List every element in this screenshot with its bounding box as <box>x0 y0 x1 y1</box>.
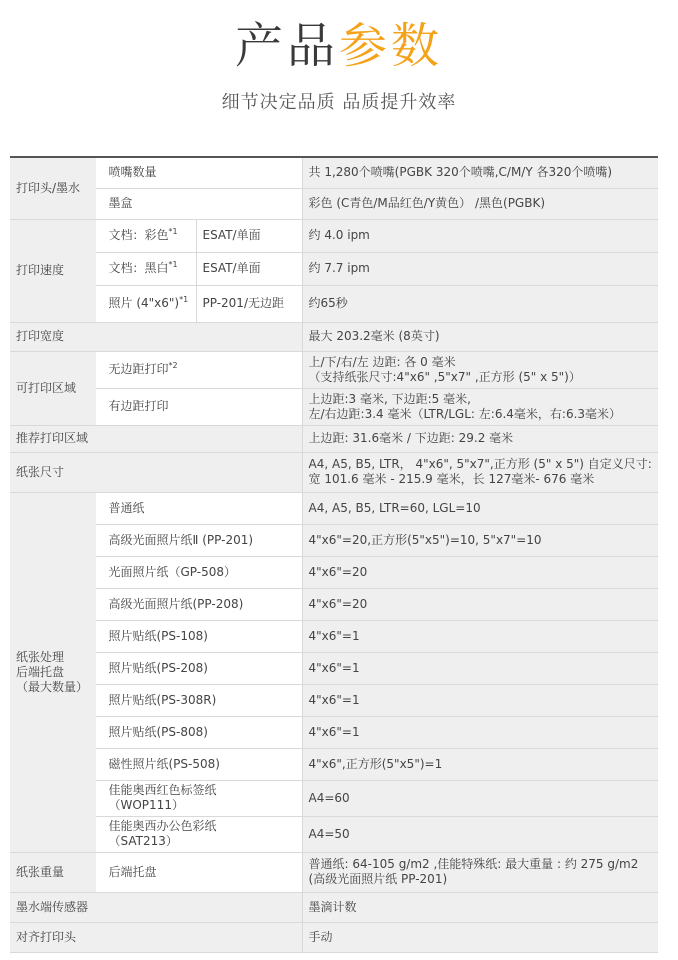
handling-value-8: 4"x6",正方形(5"x5")=1 <box>302 748 658 780</box>
value-weight: 普通纸: 64-105 g/m2 ,佳能特殊纸: 最大重量 : 约 275 g/m2 (高级光面照片纸 PP-201) <box>302 852 658 892</box>
spec-row-handling <box>10 716 658 748</box>
handling-value-4: 4"x6"=1 <box>302 620 658 652</box>
handling-value-wop: A4=60 <box>302 780 658 816</box>
handling-label-0: 普通纸 <box>96 492 302 524</box>
value-borderless: 上/下/右/左 边距: 各 0 毫米 （支持纸张尺寸:4"x6" ,5"x7" ,正方形 (5" x 5")） <box>302 351 658 388</box>
cat-printhead: 打印头/墨水 <box>10 157 96 219</box>
value-bordered: 上边距:3 毫米, 下边距:5 毫米, 左/右边距:3.4 毫米（LTR/LGL: 左:6.4毫米，右:6.3毫米） <box>302 388 658 425</box>
value-recommended: 上边距: 31.6毫米 / 下边距: 29.2 毫米 <box>302 425 658 452</box>
spec-row-handling <box>10 620 658 652</box>
cat-ink-sensor: 墨水端传感器 <box>10 892 302 922</box>
spec-row-handling <box>10 588 658 620</box>
spec-row-handling <box>10 748 658 780</box>
label-nozzles: 喷嘴数量 <box>96 157 302 188</box>
cat-area: 可打印区域 <box>10 351 96 425</box>
value-width: 最大 203.2毫米 (8英寸) <box>302 322 658 351</box>
handling-label-3: 高级光面照片纸(PP-208) <box>96 588 302 620</box>
label-bordered: 有边距打印 <box>96 388 302 425</box>
handling-value-6: 4"x6"=1 <box>302 684 658 716</box>
spec-row-handling <box>10 492 658 524</box>
value-photo: 约65秒 <box>302 285 658 322</box>
handling-label-6: 照片贴纸(PS-308R) <box>96 684 302 716</box>
spec-row-weight <box>10 852 658 892</box>
value-paper-size: A4, A5, B5, LTR， 4"x6", 5"x7",正方形 (5" x 5") 自定义尺寸: 宽 101.6 毫米 - 215.9 毫米，长 127毫米- 676 毫米 <box>302 452 658 492</box>
value-doc-color: 约 4.0 ipm <box>302 219 658 252</box>
handling-label-4: 照片贴纸(PS-108) <box>96 620 302 652</box>
spec-row-handling-sat <box>10 816 658 852</box>
spec-row-align <box>10 922 658 952</box>
value-ink: 彩色 (C青色/M品红色/Y黄色） /黑色(PGBK) <box>302 188 658 219</box>
spec-row-handling <box>10 652 658 684</box>
spec-row-ink-sensor <box>10 892 658 922</box>
spec-row-speed-doc-color <box>10 219 658 252</box>
title-part-orange: 参数 <box>339 18 444 74</box>
cat-recommended: 推荐打印区域 <box>10 425 302 452</box>
label-doc-color: 文档：彩色$^{*1}$ <box>96 219 196 252</box>
page-subtitle: 细节决定品质 品质提升效率 <box>221 92 457 113</box>
label-weight: 后端托盘 <box>96 852 302 892</box>
handling-label-8: 磁性照片纸(PS-508) <box>96 748 302 780</box>
handling-value-3: 4"x6"=20 <box>302 588 658 620</box>
handling-value-sat: A4=50 <box>302 816 658 852</box>
spec-row-handling <box>10 684 658 716</box>
spec-table <box>10 156 658 953</box>
spec-row-paper-size <box>10 452 658 492</box>
handling-value-5: 4"x6"=1 <box>302 652 658 684</box>
spec-row-area-bordered <box>10 388 658 425</box>
handling-label-5: 照片贴纸(PS-208) <box>96 652 302 684</box>
spec-row-speed-photo <box>10 285 658 322</box>
handling-value-1: 4"x6"=20,正方形(5"x5")=10, 5"x7"=10 <box>302 524 658 556</box>
handling-label-2: 光面照片纸（GP-508） <box>96 556 302 588</box>
handling-label-7: 照片贴纸(PS-808) <box>96 716 302 748</box>
page-title <box>0 14 678 78</box>
page-header <box>0 0 678 150</box>
cat-speed: 打印速度 <box>10 219 96 322</box>
value-doc-black: 约 7.7 ipm <box>302 252 658 285</box>
cat-align: 对齐打印头 <box>10 922 302 952</box>
spec-row-handling <box>10 556 658 588</box>
value-nozzles: 共 1,280个喷嘴(PGBK 320个喷嘴,C/M/Y 各320个喷嘴) <box>302 157 658 188</box>
spec-row-nozzles <box>10 157 658 188</box>
cat-paper-size: 纸张尺寸 <box>10 452 302 492</box>
handling-label-sat: 佳能奥西办公色彩纸 （SAT213） <box>96 816 302 852</box>
spec-row-handling <box>10 524 658 556</box>
handling-label-1: 高级光面照片纸Ⅱ (PP-201) <box>96 524 302 556</box>
handling-value-2: 4"x6"=20 <box>302 556 658 588</box>
cond-doc-black: ESAT/单面 <box>196 252 302 285</box>
cat-width: 打印宽度 <box>10 322 302 351</box>
spec-row-ink <box>10 188 658 219</box>
spec-row-handling-wop <box>10 780 658 816</box>
spec-row-speed-doc-black <box>10 252 658 285</box>
spec-row-width <box>10 322 658 351</box>
label-doc-black: 文档：黑白$^{*1}$ <box>96 252 196 285</box>
cond-photo: PP-201/无边距 <box>196 285 302 322</box>
title-part-dark: 产品 <box>234 18 339 74</box>
label-borderless: 无边距打印$^{*2}$ <box>96 351 302 388</box>
handling-label-wop: 佳能奥西红色标签纸 （WOP111） <box>96 780 302 816</box>
label-ink: 墨盒 <box>96 188 302 219</box>
label-photo: 照片 (4"x6")$^{*1}$ <box>96 285 196 322</box>
value-align: 手动 <box>302 922 658 952</box>
spec-row-area-borderless <box>10 351 658 388</box>
cat-handling: 纸张处理 后端托盘 （最大数量） <box>10 492 96 852</box>
handling-value-7: 4"x6"=1 <box>302 716 658 748</box>
value-ink-sensor: 墨滴计数 <box>302 892 658 922</box>
cat-weight: 纸张重量 <box>10 852 96 892</box>
handling-value-0: A4, A5, B5, LTR=60, LGL=10 <box>302 492 658 524</box>
cond-doc-color: ESAT/单面 <box>196 219 302 252</box>
spec-row-recommended <box>10 425 658 452</box>
